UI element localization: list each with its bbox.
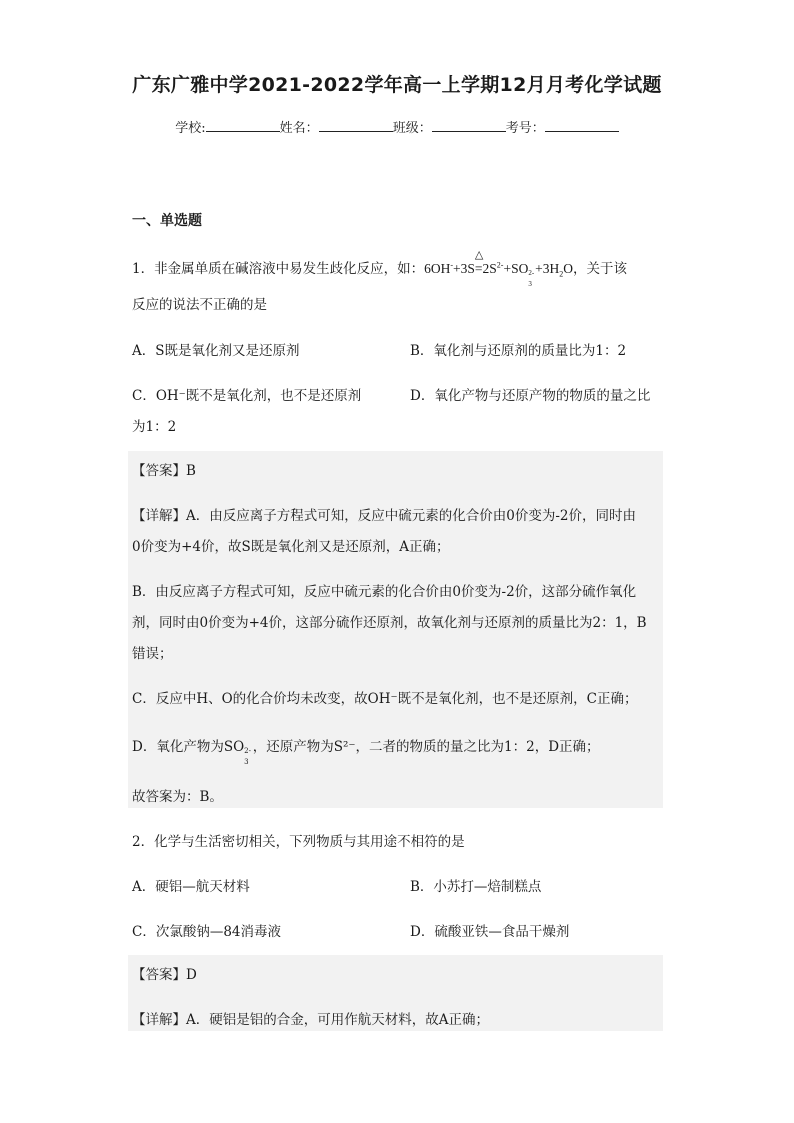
q1-conclusion: 故答案为：B。 bbox=[132, 789, 223, 805]
q1-option-d: D．氧化产物与还原产物的物质的量之比 bbox=[410, 388, 651, 404]
school-blank bbox=[206, 119, 280, 132]
q1-detail-b-line3: 错误； bbox=[132, 646, 173, 662]
class-label: 班级： bbox=[392, 121, 432, 136]
q2-stem: 2．化学与生活密切相关，下列物质与其用途不相符的是 bbox=[132, 834, 465, 850]
section-heading: 一、单选题 bbox=[132, 213, 202, 229]
class-blank bbox=[432, 119, 506, 132]
q2-option-b: B．小苏打—焙制糕点 bbox=[410, 879, 542, 895]
q2-option-c: C．次氯酸钠—84消毒液 bbox=[132, 924, 282, 940]
q1-option-c: C．OH⁻既不是氧化剂，也不是还原剂 bbox=[132, 388, 362, 404]
name-blank bbox=[319, 119, 393, 132]
q1-stem-line2: 反应的说法不正确的是 bbox=[132, 297, 267, 313]
q1-stem-line1: 1．非金属单质在碱溶液中易发生歧化反应，如：6OH-+3S △ $=2S^{2-}+SO$ 2- 3 $+3H_2O$，关于该 bbox=[132, 249, 627, 288]
reaction-equation: 6OH-+3S △ $=2S^{2-}+SO$ 2- 3 $+3H_2O$ bbox=[424, 249, 573, 288]
q1-detail-d: D．氧化产物为SO 2- 3 ，还原产物为S²⁻，二者的物质的量之比为1：2，D正确； bbox=[132, 739, 600, 766]
q1-detail-a-line1: 【详解】A．由反应离子方程式可知，反应中硫元素的化合价由0价变为-2价，同时由 bbox=[132, 508, 636, 524]
q2-option-d: D．硫酸亚铁—食品干燥剂 bbox=[410, 924, 570, 940]
student-info-line bbox=[0, 117, 794, 136]
q1-detail-a-line2: 0价变为+4价，故S既是氧化剂又是还原剂，A正确； bbox=[132, 539, 450, 555]
q2-detail-a: 【详解】A．硬铝是铝的合金，可用作航天材料，故A正确； bbox=[132, 1012, 489, 1028]
q1-option-d-cont: 为1：2 bbox=[132, 419, 177, 435]
q2-answer: 【答案】D bbox=[132, 967, 197, 983]
school-label: 学校: bbox=[175, 121, 206, 136]
q1-option-b: B．氧化剂与还原剂的质量比为1：2 bbox=[410, 343, 627, 359]
heat-symbol: △ bbox=[474, 249, 484, 261]
q2-option-a: A．硬铝—航天材料 bbox=[132, 879, 250, 895]
number-blank bbox=[545, 119, 619, 132]
q1-detail-b-line2: 剂，同时由0价变为+4价，这部分硫作还原剂，故氧化剂与还原剂的质量比为2：1，B bbox=[132, 615, 647, 631]
q1-option-a: A．S既是氧化剂又是还原剂 bbox=[132, 343, 300, 359]
q1-detail-c: C．反应中H、O的化合价均未改变，故OH⁻既不是氧化剂，也不是还原剂，C正确； bbox=[132, 691, 638, 707]
page-title: 广东广雅中学2021-2022学年高一上学期12月月考化学试题 bbox=[132, 74, 662, 96]
number-label: 考号： bbox=[505, 121, 545, 136]
q1-detail-b-line1: B．由反应离子方程式可知，反应中硫元素的化合价由0价变为-2价，这部分硫作氧化 bbox=[132, 584, 637, 600]
q1-answer: 【答案】B bbox=[132, 463, 196, 479]
name-label: 姓名： bbox=[279, 121, 319, 136]
